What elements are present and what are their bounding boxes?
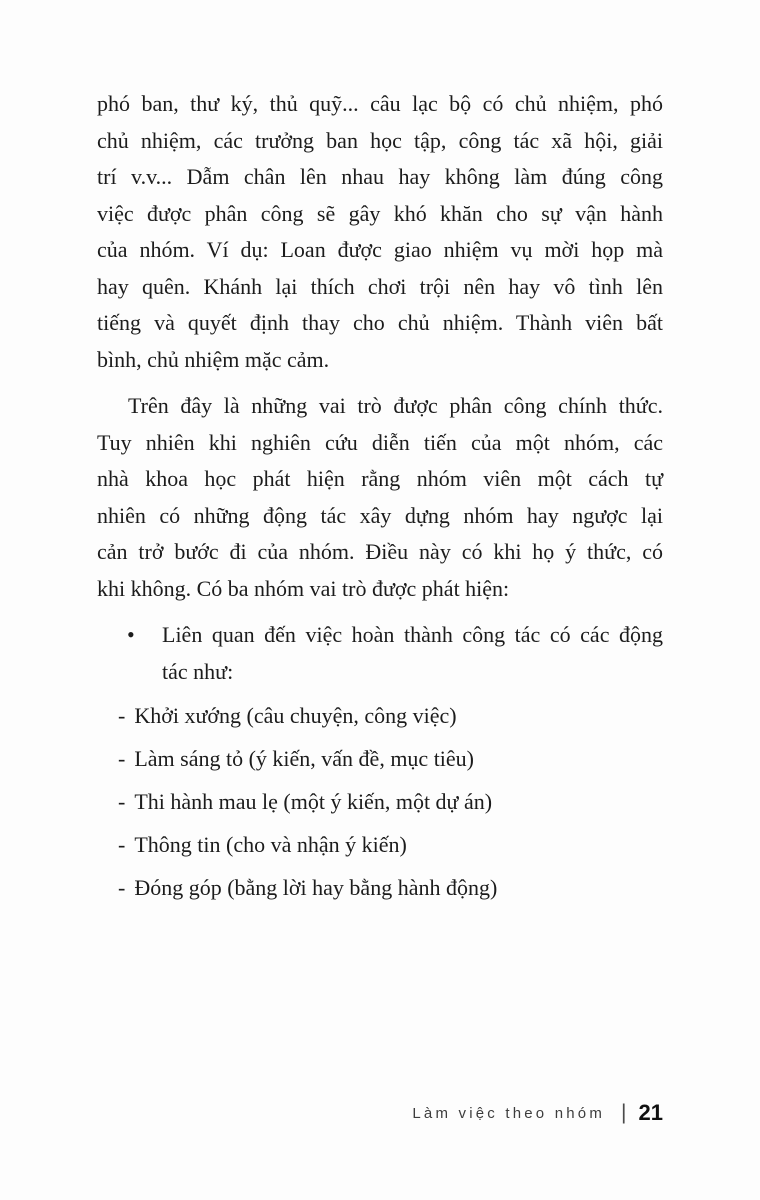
text-line: việc được phân công sẽ gây khó khăn cho sự vận hành — [97, 200, 663, 226]
footer-chapter-title: Làm việc theo nhóm — [412, 1104, 606, 1122]
footer-separator: | — [621, 1101, 627, 1124]
dash-icon: - — [118, 832, 126, 857]
text-line: Trên đây là những vai trò được phân công chính thức. — [128, 393, 663, 418]
text-line: hay quên. Khánh lại thích chơi trội nên hay vô tình lên — [97, 273, 663, 299]
text-line: Tuy nhiên khi nghiên cứu diễn tiến của một nhóm, các — [97, 429, 663, 455]
dash-icon: - — [118, 789, 126, 814]
text-line: phó ban, thư ký, thủ quỹ... câu lạc bộ có chủ nhiệm, phó — [97, 91, 663, 116]
text-line: trí v.v... Dẫm chân lên nhau hay không làm đúng công — [97, 164, 663, 189]
text-line: bình, chủ nhiệm mặc cảm. — [97, 346, 330, 372]
page-body — [97, 86, 663, 907]
dash-item-text: Thông tin (cho và nhận ý kiến) — [134, 832, 407, 857]
paragraph — [97, 86, 663, 378]
dash-item — [97, 741, 663, 778]
text-line: nhà khoa học phát hiện rằng nhóm viên một cách tự — [97, 466, 663, 491]
bullet-item — [97, 617, 663, 690]
text-line: tác như: — [162, 658, 234, 684]
text-line: cản trở bước đi của nhóm. Điều này có khi họ ý thức, có — [97, 539, 663, 564]
text-line: tiếng và quyết định thay cho chủ nhiệm. Thành viên bất — [97, 310, 663, 335]
dash-item — [97, 784, 663, 821]
text-line: nhiên có những động tác xây dựng nhóm hay ngược lại — [97, 502, 663, 528]
paragraph — [97, 388, 663, 607]
page-footer — [412, 1100, 663, 1126]
footer-page-number: 21 — [638, 1100, 663, 1125]
dash-icon: - — [118, 875, 126, 900]
dash-item — [97, 698, 663, 735]
dash-icon: - — [118, 703, 126, 728]
dash-item-text: Đóng góp (bằng lời hay bằng hành động) — [134, 875, 498, 900]
bullet-icon: • — [127, 622, 135, 647]
dash-item-text: Làm sáng tỏ (ý kiến, vấn đề, mục tiêu) — [134, 746, 475, 771]
dash-item — [97, 870, 663, 907]
text-line: chủ nhiệm, các trưởng ban học tập, công tác xã hội, giải — [97, 127, 663, 153]
dash-item — [97, 827, 663, 864]
text-line: Liên quan đến việc hoàn thành công tác có các động — [162, 622, 663, 647]
text-line: của nhóm. Ví dụ: Loan được giao nhiệm vụ mời họp mà — [97, 237, 663, 262]
dash-item-text: Thi hành mau lẹ (một ý kiến, một dự án) — [134, 789, 493, 814]
dash-icon: - — [118, 746, 126, 771]
text-line: khi không. Có ba nhóm vai trò được phát hiện: — [97, 575, 510, 601]
dash-item-text: Khởi xướng (câu chuyện, công việc) — [134, 703, 457, 728]
